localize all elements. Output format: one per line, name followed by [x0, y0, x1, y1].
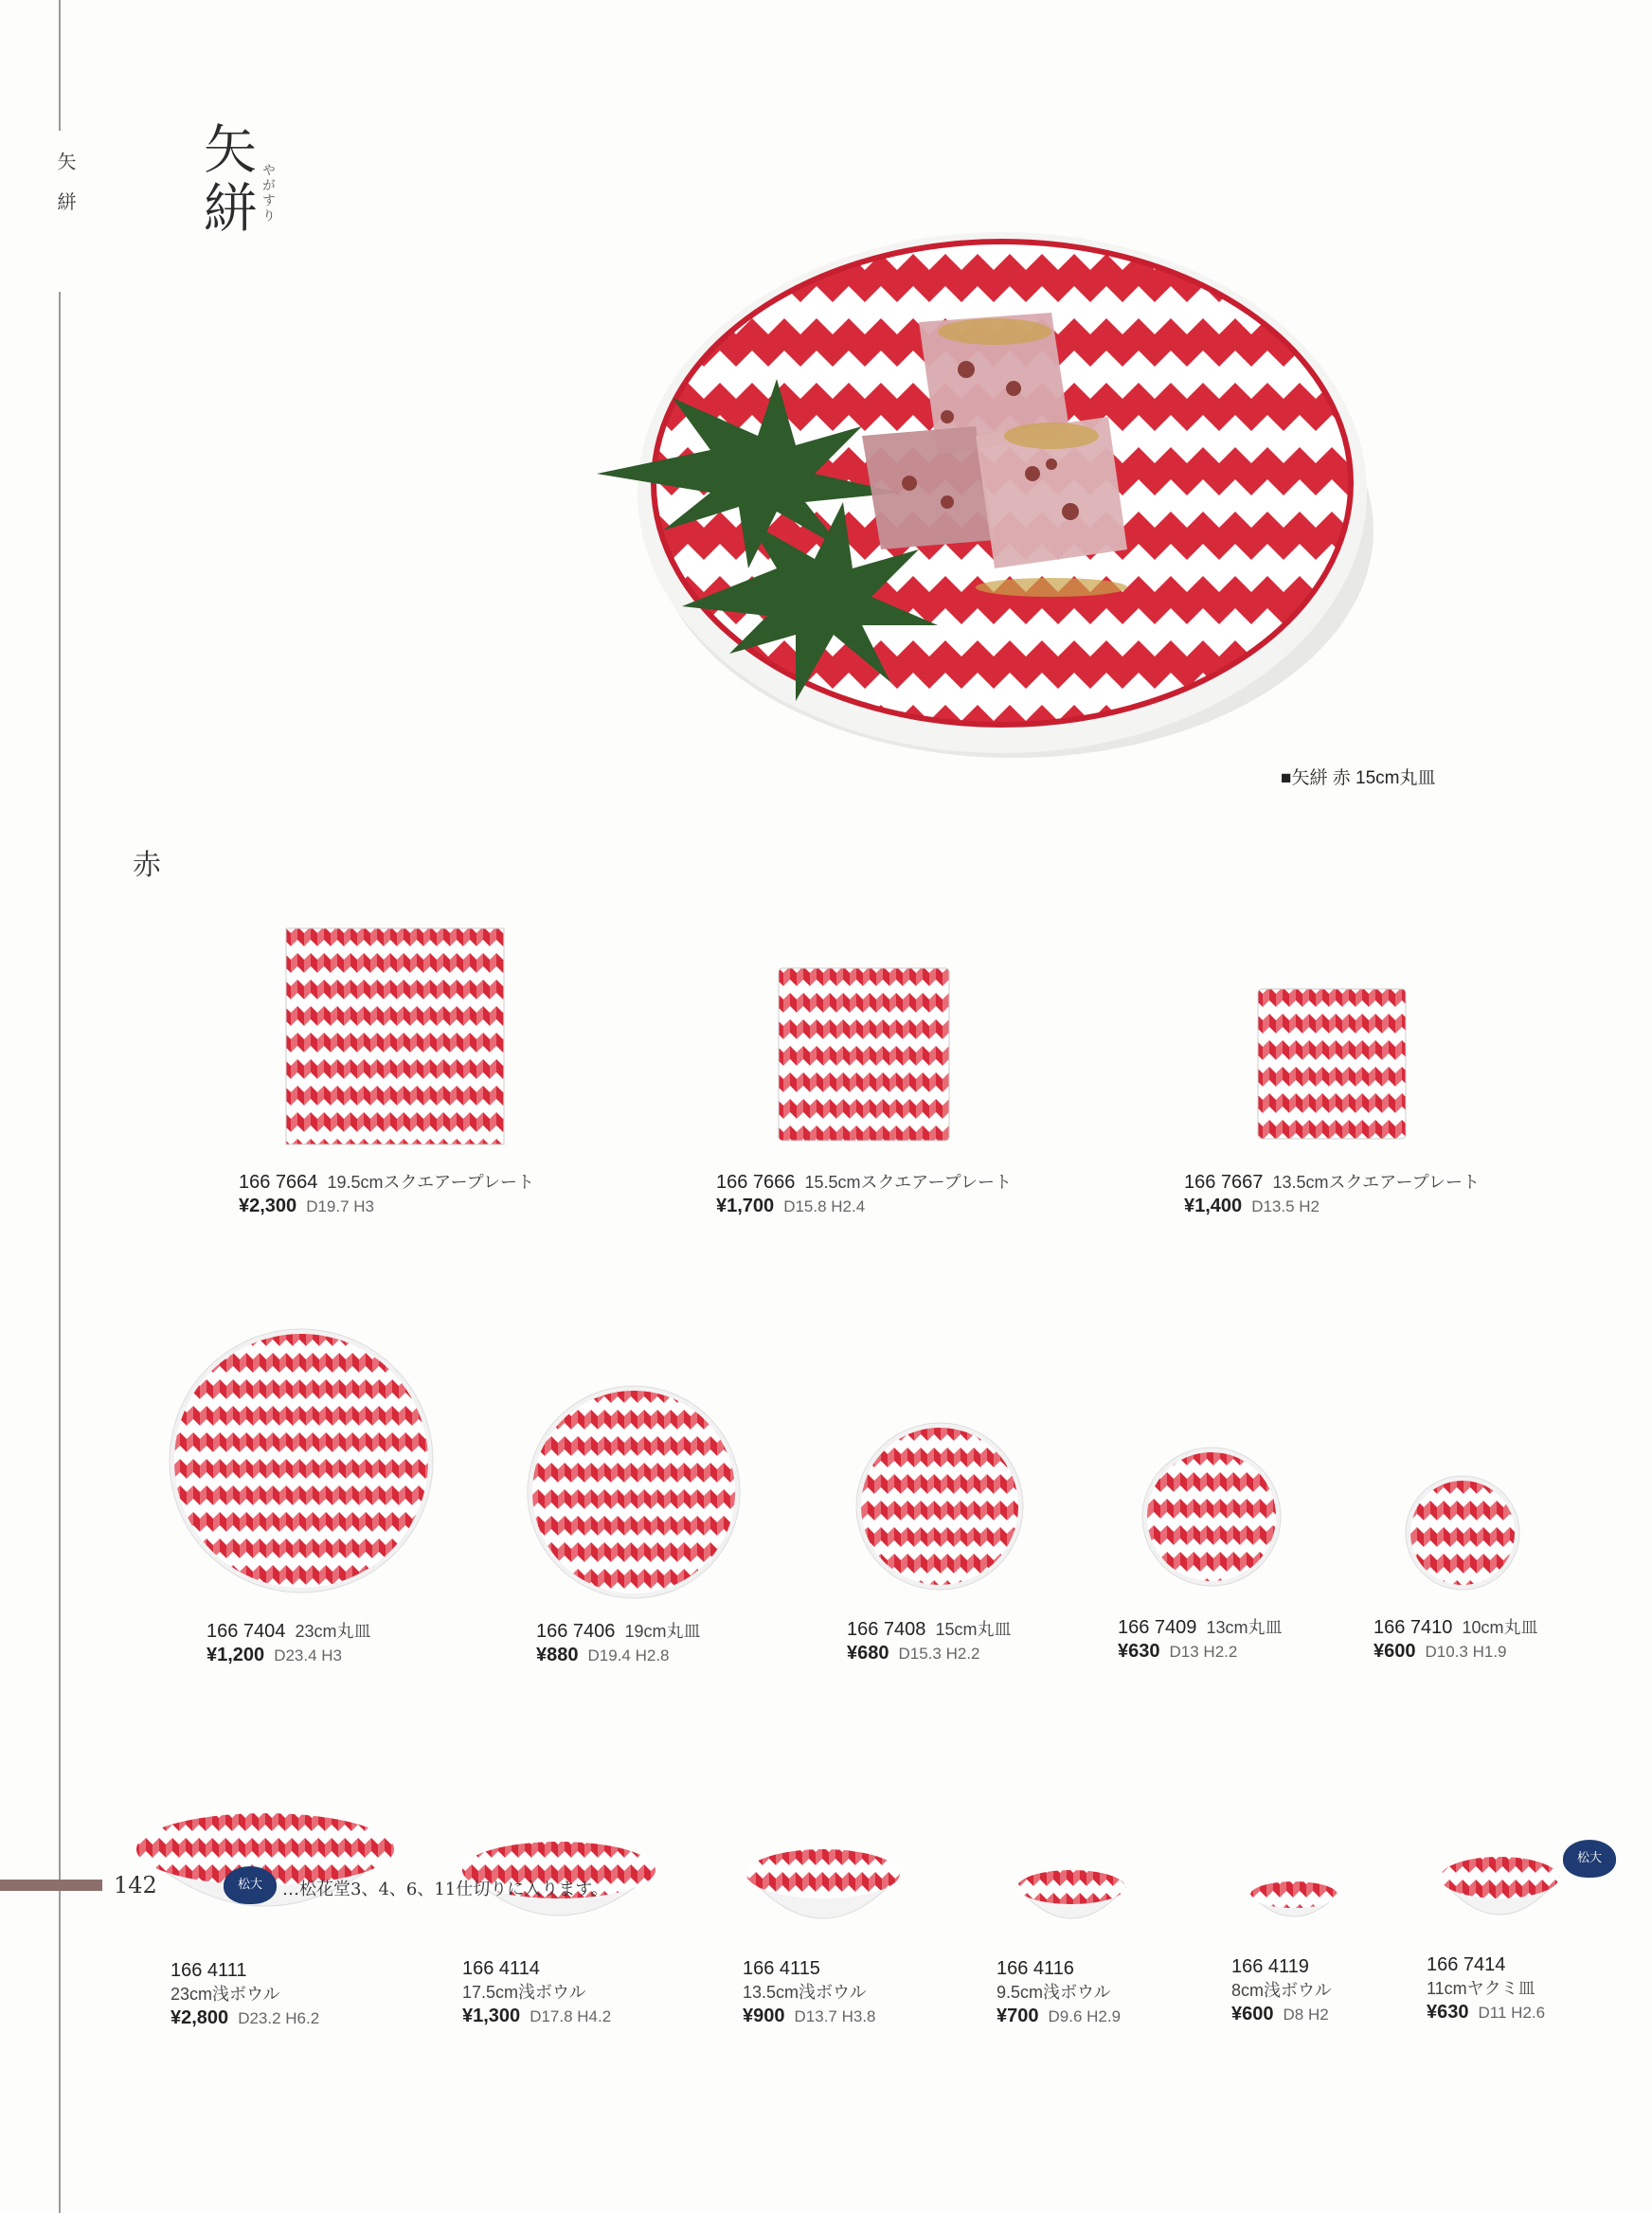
square-plate-7666 [777, 966, 953, 1144]
round-plate-7410 [1404, 1474, 1521, 1592]
product-label: 166 7406 19cm丸皿 ¥880 D19.4 H2.8 [536, 1621, 701, 1665]
square-plate-7667 [1256, 987, 1410, 1142]
section-index-label: 矢 絣 [54, 152, 77, 219]
product-label: 166 7664 19.5cmスクエアープレート ¥2,300 D19.7 H3 [239, 1172, 534, 1216]
round-plate-7408 [854, 1421, 1025, 1592]
product-label: 166 7409 13cm丸皿 ¥630 D13 H2.2 [1118, 1617, 1283, 1662]
matsudai-badge-icon: 松大 [1563, 1840, 1616, 1878]
round-plate-7404 [167, 1326, 436, 1595]
product-label: 166 4119 8cm浅ボウル ¥600 D8 H2 [1231, 1956, 1332, 2024]
matsudai-badge-icon: 松大 [224, 1866, 277, 1904]
square-plate-7664 [284, 927, 508, 1148]
page-title: 矢絣 [195, 121, 257, 239]
product-label: 166 7666 15.5cmスクエアープレート ¥1,700 D15.8 H2.4 [716, 1172, 1012, 1216]
product-label: 166 7667 13.5cmスクエアープレート ¥1,400 D13.5 H2 [1184, 1172, 1480, 1216]
product-label: 166 7410 10cm丸皿 ¥600 D10.3 H1.9 [1374, 1617, 1538, 1662]
title-reading: やがすり [260, 163, 276, 224]
page-number: 142 [114, 1872, 157, 1898]
color-heading: 赤 [133, 849, 161, 882]
product-label: 166 4114 17.5cm浅ボウル ¥1,300 D17.8 H4.2 [462, 1958, 612, 2026]
bowl-4116 [1014, 1866, 1129, 1934]
hero-photo-illustration [559, 189, 1430, 796]
bowl-4115 [743, 1845, 904, 1936]
round-plate-7409 [1140, 1446, 1283, 1588]
bowl-7414 [1436, 1853, 1563, 1929]
product-label: 166 7414 11cmヤクミ皿 ¥630 D11 H2.6 [1427, 1954, 1546, 2023]
footnote: …松花堂3、4、6、11仕切りに入ります。 [282, 1880, 608, 1899]
product-label: 166 4115 13.5cm浅ボウル ¥900 D13.7 H3.8 [743, 1958, 876, 2026]
hero-caption: ■矢絣 赤 15cm丸皿 [1281, 768, 1436, 788]
bowl-4119 [1247, 1878, 1341, 1927]
product-label: 166 7404 23cm丸皿 ¥1,200 D23.4 H3 [206, 1621, 371, 1665]
page-number-bar [0, 1880, 102, 1891]
product-label: 166 4111 23cm浅ボウル ¥2,800 D23.2 H6.2 [171, 1960, 320, 2028]
product-label: 166 4116 9.5cm浅ボウル ¥700 D9.6 H2.9 [997, 1958, 1122, 2026]
round-plate-7406 [525, 1383, 743, 1601]
product-label: 166 7408 15cm丸皿 ¥680 D15.3 H2.2 [847, 1619, 1012, 1664]
